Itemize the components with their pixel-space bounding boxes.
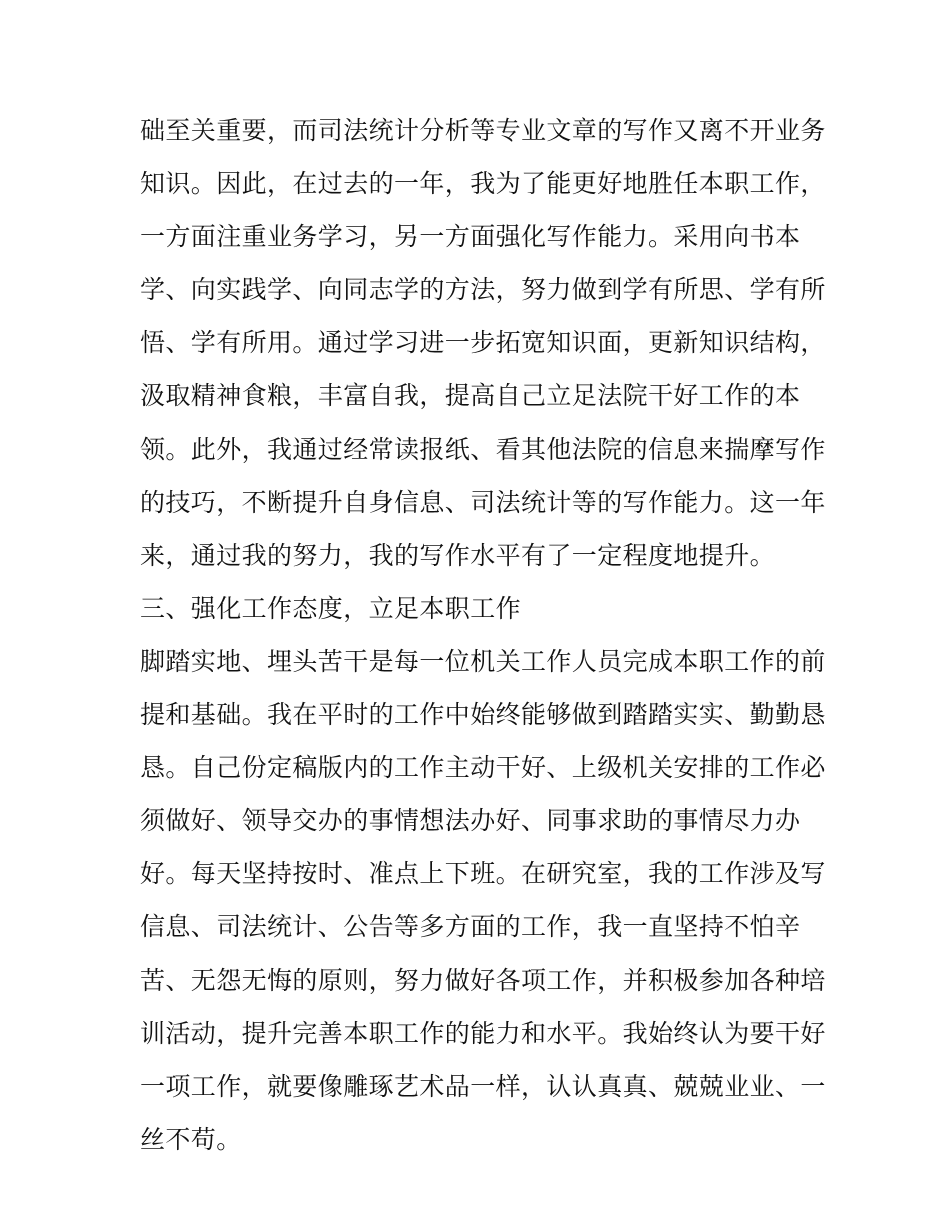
text-line: 训活动，提升完善本职工作的能力和水平。我始终认为要干好 — [140, 1018, 826, 1048]
section-heading: 三、强化工作态度，立足本职工作 — [140, 593, 522, 623]
text-line: 脚踏实地、埋头苦干是每一位机关工作人员完成本职工作的前 — [140, 646, 826, 676]
text-line: 悟、学有所用。通过学习进一步拓宽知识面，更新知识结构， — [140, 328, 826, 358]
text-line: 苦、无怨无悔的原则，努力做好各项工作，并积极参加各种培 — [140, 965, 826, 995]
text-line: 一方面注重业务学习，另一方面强化写作能力。采用向书本 — [140, 222, 801, 252]
text-line: 恳。自己份定稿版内的工作主动干好、上级机关安排的工作必 — [140, 753, 826, 783]
text-line: 领。此外，我通过经常读报纸、看其他法院的信息来揣摩写作 — [140, 434, 826, 464]
text-line: 知识。因此，在过去的一年，我为了能更好地胜任本职工作， — [140, 169, 826, 199]
text-line: 好。每天坚持按时、准点上下班。在研究室，我的工作涉及写 — [140, 859, 826, 889]
text-line: 一项工作，就要像雕琢艺术品一样，认认真真、兢兢业业、一 — [140, 1071, 826, 1101]
text-line: 提和基础。我在平时的工作中始终能够做到踏踏实实、勤勤恳 — [140, 700, 826, 730]
text-line: 学、向实践学、向同志学的方法，努力做到学有所思、学有所 — [140, 275, 826, 305]
text-line: 来，通过我的努力，我的写作水平有了一定程度地提升。 — [140, 540, 776, 570]
text-line: 的技巧，不断提升自身信息、司法统计等的写作能力。这一年 — [140, 487, 826, 517]
text-line: 丝不苟。 — [140, 1124, 242, 1154]
text-line: 汲取精神食粮，丰富自我，提高自己立足法院干好工作的本 — [140, 381, 801, 411]
body-text — [140, 104, 826, 1166]
text-line: 础至关重要，而司法统计分析等专业文章的写作又离不开业务 — [140, 116, 826, 145]
text-line: 信息、司法统计、公告等多方面的工作，我一直坚持不怕辛 — [140, 912, 801, 942]
text-line: 须做好、领导交办的事情想法办好、同事求助的事情尽力办 — [140, 806, 801, 836]
